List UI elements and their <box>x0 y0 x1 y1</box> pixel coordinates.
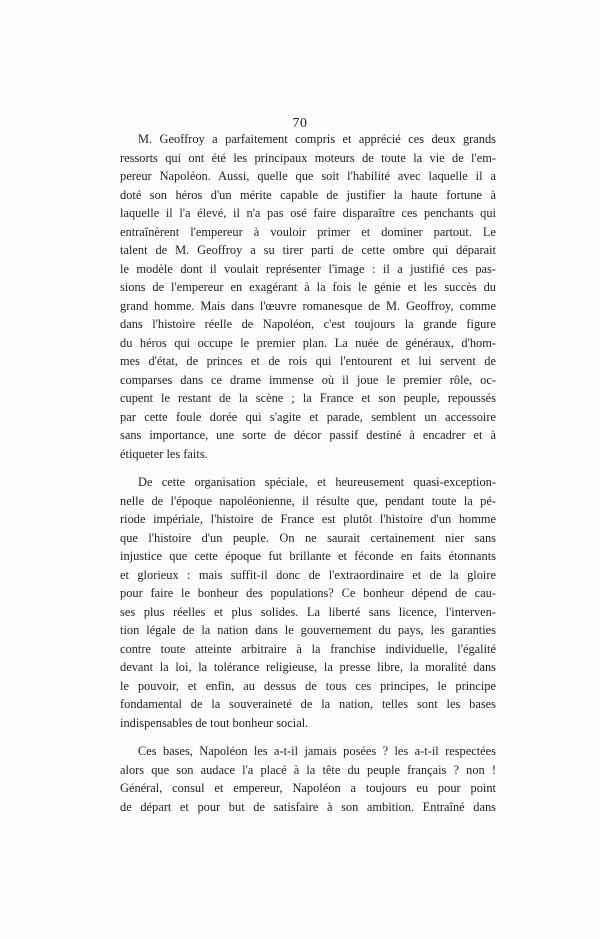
text-line: mes d'état, de princes et de rois qui l'entourent et lui servent de <box>120 354 496 368</box>
text-line: du héros qui occupe le premier plan. La nuée de généraux, d'hom- <box>120 335 496 350</box>
text-line: le pouvoir, et enfin, au dessus de tous ces principes, le principe <box>120 678 496 693</box>
text-line: talent de M. Geoffroy a su tirer parti de cette ombre qui déparait <box>120 243 496 257</box>
text-line: dans l'histoire réelle de Napoléon, c'est toujours la grande figure <box>120 317 496 331</box>
paragraph-gap <box>120 732 496 742</box>
text-line: par cette foule dorée qui s'agite et parade, semblent un accessoire <box>120 409 496 424</box>
text-line: Général, consul et empereur, Napoléon a toujours eu pour point <box>120 781 496 795</box>
text-line: pereur Napoléon. Aussi, quelle que soit l'habilité avec laquelle il a <box>120 169 496 183</box>
text-line: Ces bases, Napoléon les a-t-il jamais posées ? les a-t-il respectées <box>138 744 496 758</box>
text-line: alors que son audace l'a placé à la tête du peuple français ? non ! <box>120 762 496 777</box>
text-line: nelle de l'époque napoléonienne, il résulte que, pendant toute la pé- <box>120 493 496 508</box>
text-line: devant la loi, la tolérance religieuse, la presse libre, la moralité dans <box>120 660 496 674</box>
paragraph-1 <box>120 130 496 463</box>
text-line: de départ et pour but de satisfaire à son ambition. Entraîné dans <box>120 799 496 814</box>
text-line: M. Geoffroy a parfaitement compris et apprécié ces deux grands <box>138 132 496 146</box>
text-line: riode impériale, l'histoire de France est plutôt l'histoire d'un homme <box>120 512 496 526</box>
text-line: sans importance, une sorte de décor passif destiné à encadrer et à <box>120 428 496 442</box>
text-line: laquelle il l'a élevé, il n'a pas osé faire disparaître ces penchants qui <box>120 206 496 220</box>
text-line: fondamental de la souveraineté de la nation, telles sont les bases <box>120 697 496 711</box>
text-line: ressorts qui ont été les principaux moteurs de toute la vie de l'em- <box>120 150 496 165</box>
page-number: 70 <box>292 116 308 131</box>
text-line: entraînèrent l'empereur à vouloir primer et dominer partout. Le <box>120 224 496 239</box>
text-line: pour faire le bonheur des populations? Ce bonheur dépend de cau- <box>120 586 496 600</box>
text-line: grand homme. Mais dans l'œuvre romanesque de M. Geoffroy, comme <box>120 298 496 313</box>
text-line: injustice que cette époque fut brillante et féconde en faits étonnants <box>120 549 496 563</box>
paragraph-2 <box>120 473 496 732</box>
body-text <box>120 130 496 816</box>
text-line: le modèle dont il voulait représenter l'image : il a justifié ces pas- <box>120 261 496 276</box>
text-line: De cette organisation spéciale, et heureusement quasi-exception- <box>138 475 496 489</box>
text-line: cupent le restant de la scène ; la France et son peuple, repoussés <box>120 391 496 405</box>
text-line: ses plus réelles et plus solides. La liberté sans licence, l'interven- <box>120 604 496 619</box>
paragraph-3 <box>120 742 496 816</box>
text-line: indispensables de tout bonheur social. <box>120 715 309 730</box>
text-line: comparses dans ce drame immense où il joue le premier rôle, oc- <box>120 372 496 387</box>
paragraph-gap <box>120 463 496 473</box>
text-line: étiqueter les faits. <box>120 446 208 461</box>
text-line: sions de l'empereur en exagérant à la fois le génie et les succès du <box>120 280 496 294</box>
text-line: tion légale de la nation dans le gouvernement du pays, les garanties <box>120 623 496 637</box>
text-line: et glorieux : mais suffit-il donc de l'extraordinaire et de la gloire <box>120 567 496 582</box>
text-line: contre toute atteinte arbitraire à la franchise individuelle, l'égalité <box>120 641 496 656</box>
text-line: doté son héros d'un mérite capable de justifier la haute fortune à <box>120 187 496 202</box>
text-line: que l'histoire d'un peuple. On ne saurait certainement nier sans <box>120 530 496 545</box>
